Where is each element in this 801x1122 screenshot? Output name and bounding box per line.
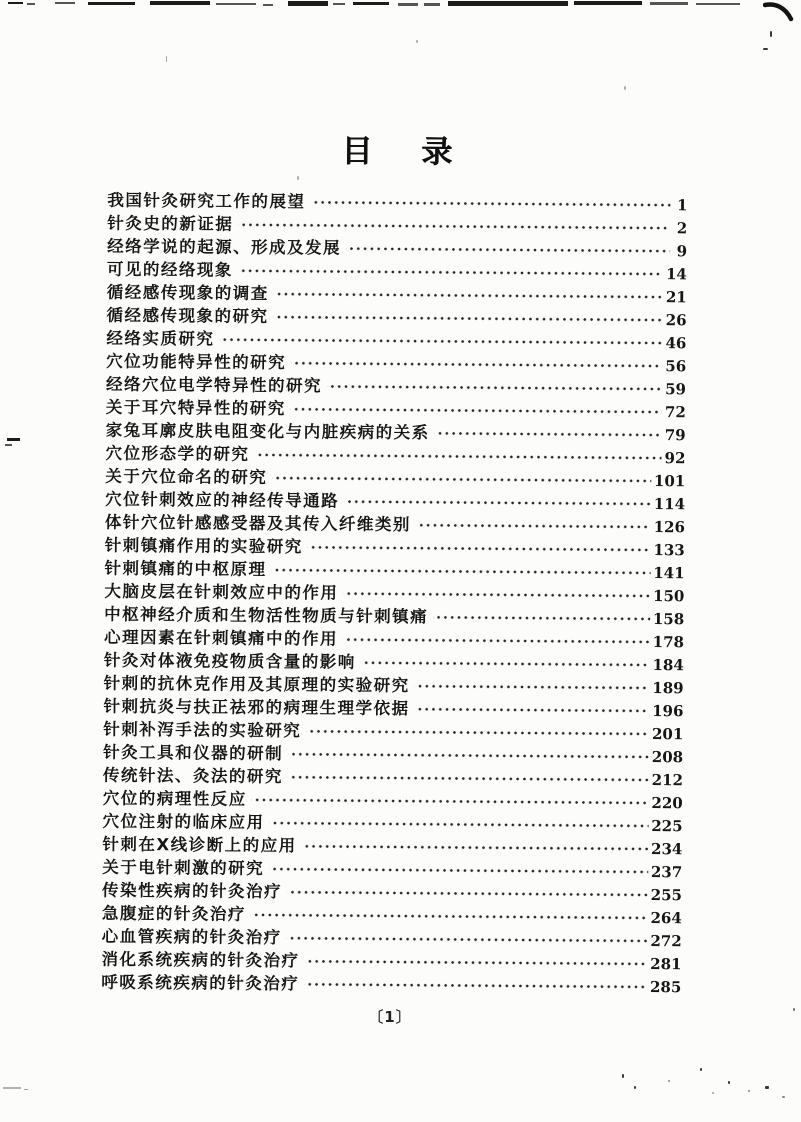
toc-entry-page: 150 — [652, 587, 685, 606]
page-title: 目 录 — [341, 133, 455, 171]
dot-leader — [252, 792, 649, 809]
dot-leader — [288, 770, 649, 787]
toc-entry-title: 经络学说的起源、形成及发展 — [107, 236, 342, 258]
dot-leader — [306, 724, 649, 741]
toc-entry-page: 126 — [653, 518, 685, 537]
dot-leader — [435, 426, 662, 442]
scan-artifact — [650, 2, 688, 5]
dot-leader — [291, 402, 662, 419]
toc-entry-title: 急腹症的针灸治疗 — [101, 903, 246, 924]
toc-entry-page: 141 — [653, 564, 685, 583]
scan-artifact — [55, 2, 75, 4]
dot-leader — [251, 907, 648, 924]
scan-artifact — [88, 2, 135, 5]
toc-entry-title: 家兔耳廓皮肤电阻变化与内脏疾病的关系 — [105, 420, 430, 443]
toc-entry-title: 针刺抗炎与扶正祛邪的病理生理学依据 — [103, 696, 410, 719]
scan-artifact — [3, 1087, 21, 1089]
toc-entry-page: 237 — [650, 863, 683, 882]
scan-artifact — [263, 4, 273, 6]
toc-entry-page: 59 — [665, 380, 687, 399]
toc-entry-page: 189 — [652, 679, 684, 698]
toc-entry-title: 呼吸系统疾病的针灸治疗 — [101, 972, 300, 994]
dot-leader — [415, 679, 650, 695]
toc-entry-page: 158 — [652, 610, 685, 629]
scan-speck — [793, 1008, 795, 1011]
scan-artifact — [27, 3, 35, 5]
toc-entry-page: 201 — [651, 725, 684, 744]
dot-leader — [272, 471, 651, 488]
toc-entry-page: 220 — [651, 794, 683, 813]
scan-artifact — [8, 2, 23, 4]
scan-speck — [622, 1074, 624, 1078]
scan-speck — [416, 40, 418, 43]
toc-entry-title: 心血管疾病的针灸治疗 — [101, 926, 282, 948]
scan-speck — [770, 31, 772, 37]
toc-entry-page: 133 — [653, 541, 685, 560]
toc-entry-title: 传统针法、灸法的研究 — [102, 765, 284, 787]
toc-entry-page: 79 — [664, 426, 686, 445]
scan-speck — [748, 1090, 750, 1092]
dot-leader — [304, 977, 647, 994]
scan-artifact — [398, 3, 418, 6]
toc-entry-title: 关于电针刺激的研究 — [102, 857, 265, 878]
dot-leader — [343, 586, 650, 602]
toc-entry-page: 1 — [676, 196, 688, 215]
toc-entry-title: 心理因素在针刺镇痛中的作用 — [103, 627, 339, 649]
dot-leader — [287, 931, 648, 948]
scan-artifact — [5, 444, 12, 446]
toc-entry-title: 大脑皮层在针刺效应中的作用 — [104, 581, 339, 603]
toc-entry-title: 针刺镇痛的中枢原理 — [104, 558, 267, 579]
dot-leader — [269, 862, 648, 879]
toc-entry-title: 经络实质研究 — [106, 328, 215, 349]
toc-entry-page: 21 — [665, 288, 687, 307]
dot-leader — [346, 241, 670, 258]
dot-leader — [344, 494, 651, 510]
dot-leader — [416, 518, 651, 534]
scan-speck — [763, 48, 768, 50]
toc-entry-page: 46 — [665, 334, 687, 353]
scan-speck — [634, 1086, 636, 1089]
scan-speck — [712, 1092, 714, 1094]
scan-speck — [728, 1081, 730, 1084]
scan-speck — [24, 1089, 28, 1090]
scan-artifact — [288, 1, 328, 6]
scan-speck — [624, 86, 626, 90]
page-content — [101, 132, 688, 999]
toc-entry-title: 穴位的病理性反应 — [102, 788, 247, 809]
toc-entry — [101, 971, 681, 999]
scan-speck — [166, 56, 167, 62]
scan-speck — [700, 1068, 702, 1071]
toc-entry-title: 体针穴位针感感受器及其传入纤维类别 — [104, 512, 412, 535]
dot-leader — [287, 885, 648, 902]
toc-entry-page: 281 — [650, 955, 682, 974]
scan-artifact — [424, 3, 440, 6]
toc-entry-title: 穴位针刺效应的神经传导通路 — [105, 489, 340, 511]
toc-entry-title: 针灸工具和仪器的研制 — [103, 742, 284, 764]
dot-leader — [254, 447, 661, 464]
toc-entry-title: 穴位形态学的研究 — [105, 443, 250, 464]
dot-leader — [308, 540, 651, 557]
dot-leader — [219, 332, 662, 349]
toc-entry-page: 212 — [651, 771, 684, 790]
dot-leader — [288, 747, 649, 764]
toc-entry-page: 26 — [665, 311, 687, 330]
toc-entry-page: 272 — [650, 932, 682, 951]
dot-leader — [238, 263, 663, 280]
dot-leader — [270, 816, 649, 833]
scan-artifact — [353, 2, 389, 5]
toc-entry-page: 2 — [676, 219, 688, 238]
toc-entry-page: 225 — [651, 817, 683, 836]
dot-leader — [310, 195, 670, 212]
dot-leader — [272, 563, 651, 580]
scan-artifact — [216, 3, 256, 5]
toc-entry-title: 针灸史的新证据 — [107, 213, 234, 234]
toc-entry-title: 穴位注射的临床应用 — [102, 811, 265, 832]
toc-entry-page: 178 — [652, 633, 685, 652]
toc-entry-page: 114 — [653, 495, 686, 514]
toc-entry-page: 14 — [665, 265, 687, 284]
toc-entry-page: 184 — [652, 656, 684, 675]
toc-entry-page: 234 — [651, 840, 683, 859]
toc-entry-page: 208 — [651, 748, 684, 767]
toc-entry-title: 循经感传现象的调查 — [106, 282, 269, 303]
toc-entry-page: 255 — [650, 886, 683, 905]
scan-speck — [782, 1096, 785, 1098]
scan-speck — [765, 1086, 769, 1089]
toc-entry-title: 针刺镇痛作用的实验研究 — [104, 535, 303, 557]
toc-entry-title: 针刺的抗休克作用及其原理的实验研究 — [103, 673, 410, 696]
toc-entry-title: 传染性疾病的针灸治疗 — [101, 880, 283, 902]
dot-leader — [238, 217, 670, 234]
scan-hook-mark — [763, 1, 797, 31]
dot-leader — [274, 310, 663, 327]
toc-entry-page: 196 — [652, 702, 684, 721]
toc-entry-title: 针刺在X线诊断上的应用 — [102, 834, 297, 856]
toc-entry-title: 中枢神经介质和生物活性物质与针刺镇痛 — [104, 604, 429, 627]
page-number-footer: 〔1〕 — [368, 1008, 412, 1026]
dot-leader — [302, 839, 649, 856]
scan-artifact — [333, 3, 345, 5]
dot-leader — [291, 356, 662, 373]
toc-entry-title: 经络穴位电学特异性的研究 — [105, 374, 323, 396]
dot-leader — [327, 379, 662, 396]
toc-entry-title: 循经感传现象的研究 — [106, 305, 269, 326]
toc-entry-title: 关于穴位命名的研究 — [105, 466, 268, 487]
scan-artifact — [574, 1, 642, 5]
dot-leader — [274, 287, 663, 304]
dot-leader — [433, 610, 650, 626]
toc-entry-page: 264 — [650, 909, 682, 928]
toc-entry-page: 101 — [653, 472, 686, 491]
toc-entry-page: 285 — [649, 978, 682, 997]
toc-entry-title: 针灸对体液免疫物质含量的影响 — [103, 650, 356, 672]
dot-leader — [343, 632, 650, 648]
scan-artifact — [150, 1, 210, 5]
toc-entry-page: 72 — [664, 403, 686, 422]
toc-entry-title: 消化系统疾病的针灸治疗 — [101, 949, 300, 971]
toc-entry-title: 我国针灸研究工作的展望 — [107, 190, 306, 212]
toc-entry-title: 针刺补泻手法的实验研究 — [103, 719, 302, 741]
toc-entry-page: 9 — [676, 242, 688, 261]
toc-entry-title: 关于耳穴特异性的研究 — [105, 397, 286, 419]
toc-entry-page: 56 — [665, 357, 687, 376]
dot-leader — [361, 655, 650, 671]
toc-list — [101, 189, 687, 999]
scan-artifact — [7, 438, 20, 441]
scan-speck — [668, 1080, 670, 1082]
toc-entry-title: 可见的经络现象 — [106, 259, 233, 280]
dot-leader — [414, 702, 649, 718]
toc-entry-title: 穴位功能特异性的研究 — [106, 351, 287, 373]
toc-entry-page: 92 — [664, 449, 686, 468]
scan-artifact — [448, 1, 568, 6]
dot-leader — [304, 954, 647, 971]
scan-artifact — [696, 3, 740, 5]
